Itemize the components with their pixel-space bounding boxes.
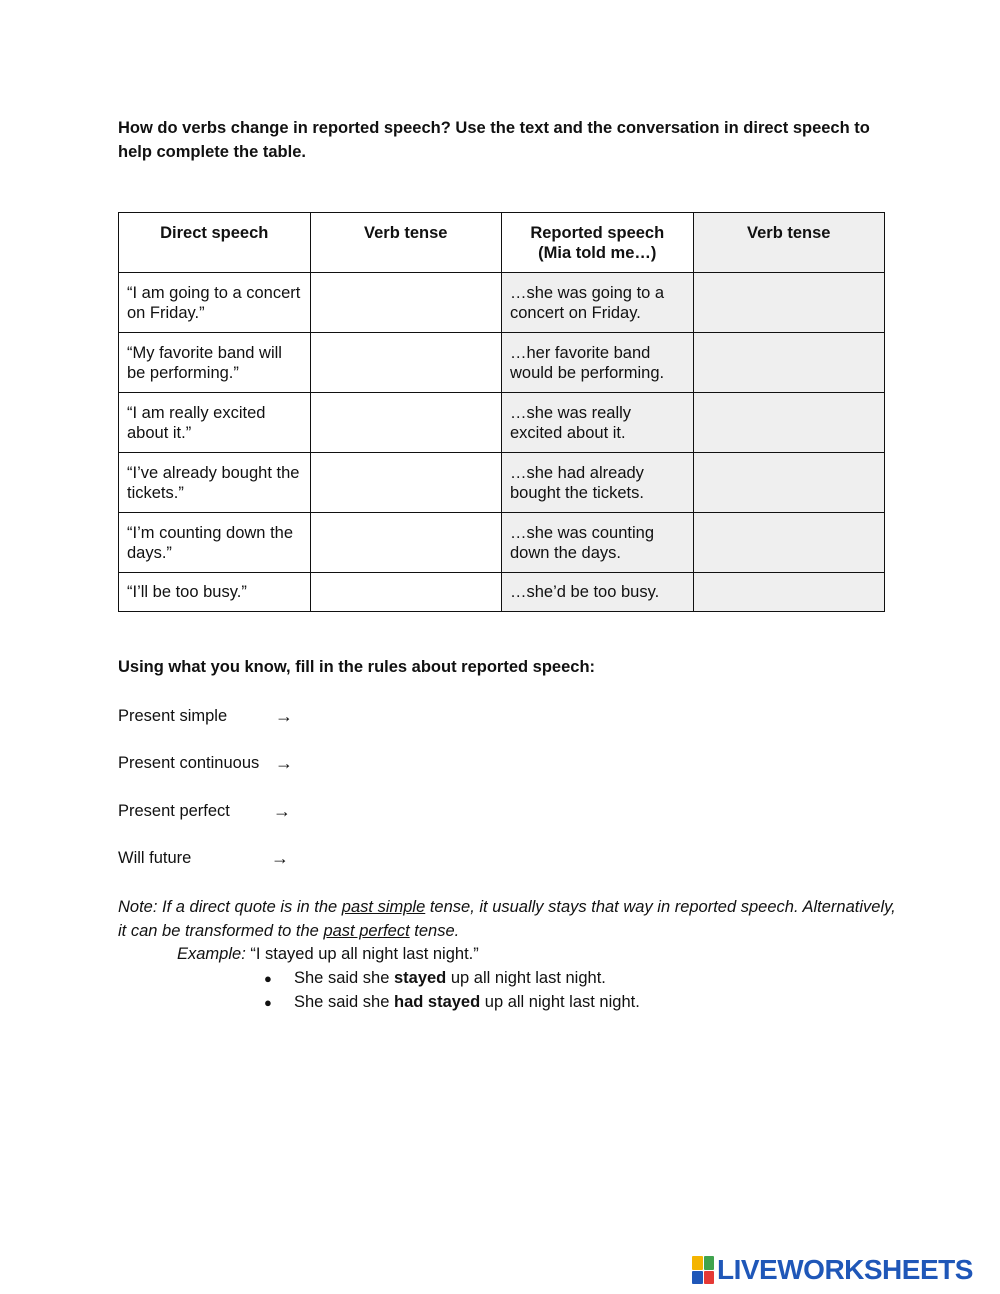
verb-tense-input-cell[interactable] — [693, 393, 885, 453]
verb-tense-input-cell[interactable] — [310, 393, 502, 453]
bullet-text: up all night last night. — [446, 969, 606, 987]
bullet-text: She said she — [294, 969, 394, 987]
table-header-row — [119, 213, 885, 273]
bullet-text: up all night last night. — [480, 992, 640, 1011]
verb-tense-input-cell[interactable] — [310, 453, 502, 513]
verb-tense-input-cell[interactable] — [693, 453, 885, 513]
rule-label: Present perfect — [118, 802, 230, 820]
direct-speech-cell: “I am really excited about it.” — [119, 393, 311, 453]
instructions-text: How do verbs change in reported speech? Use the text and the conversation in direct speech to help complete the table. — [118, 119, 870, 161]
logo-text: LIVEWORKSHEETS — [717, 1254, 973, 1285]
logo-tile — [704, 1256, 715, 1270]
direct-speech-cell: “I’m counting down the days.” — [119, 513, 311, 573]
liveworksheets-logo — [692, 1254, 992, 1286]
reported-speech-cell: …her favorite band would be performing. — [502, 333, 694, 393]
right-arrow-icon: → — [273, 801, 291, 821]
logo-tile — [692, 1271, 703, 1285]
verb-tense-input-cell[interactable] — [310, 573, 502, 612]
direct-speech-cell: “I’ve already bought the tickets.” — [119, 453, 311, 513]
reported-speech-cell: …she was really excited about it. — [502, 393, 694, 453]
list-item — [264, 991, 640, 1015]
verb-tense-input-cell[interactable] — [310, 273, 502, 333]
reported-speech-cell: …she was going to a concert on Friday. — [502, 273, 694, 333]
right-arrow-icon: → — [271, 848, 289, 868]
rule-label: Present simple — [118, 707, 228, 725]
verb-tense-input-cell[interactable] — [310, 333, 502, 393]
liveworksheets-logo-icon — [692, 1256, 714, 1284]
table-row — [119, 573, 885, 612]
header-verb-tense-1: Verb tense — [310, 213, 502, 273]
example-quote: “I stayed up all night last night.” — [245, 945, 479, 963]
rule-label: Will future — [118, 849, 192, 867]
note-text: tense, it usually stays that way in reported speech. Alternatively, it can be transformed to the — [118, 898, 896, 940]
reported-speech-cell: …she was counting down the days. — [502, 513, 694, 573]
rule-will-future[interactable] — [118, 849, 518, 871]
direct-speech-cell: “My favorite band will be performing.” — [119, 333, 311, 393]
direct-speech-cell: “I’ll be too busy.” — [119, 573, 311, 612]
direct-speech-cell: “I am going to a concert on Friday.” — [119, 273, 311, 333]
verb-tense-input-cell[interactable] — [310, 513, 502, 573]
table-row — [119, 393, 885, 453]
example-line — [177, 943, 479, 967]
note-paragraph — [118, 896, 898, 943]
header-direct-speech: Direct speech — [119, 213, 311, 273]
verb-tense-input-cell[interactable] — [693, 273, 885, 333]
table-row — [119, 333, 885, 393]
header-reported-speech — [502, 213, 694, 273]
header-verb-tense-2: Verb tense — [693, 213, 885, 273]
rule-present-simple[interactable] — [118, 707, 518, 729]
verb-tense-input-cell[interactable] — [693, 573, 885, 612]
rules-heading: Using what you know, fill in the rules about reported speech: — [118, 658, 596, 676]
right-arrow-icon: → — [275, 753, 293, 773]
bullet-bold-verb: stayed — [393, 969, 447, 987]
header-reported-line1: Reported speech — [530, 224, 665, 242]
note-text: Note: If a direct quote is in the — [118, 898, 342, 916]
reported-speech-table — [118, 212, 885, 612]
reported-speech-cell: …she had already bought the tickets. — [502, 453, 694, 513]
note-term-past-simple: past simple — [341, 898, 426, 916]
right-arrow-icon: → — [275, 706, 293, 726]
table-row — [119, 453, 885, 513]
example-label: Example: — [177, 945, 246, 963]
bullet-bold-verb: had stayed — [393, 992, 481, 1011]
rule-present-perfect[interactable] — [118, 802, 518, 824]
bullet-text: She said she — [294, 992, 394, 1011]
header-reported-line2: (Mia told me…) — [538, 244, 657, 262]
note-term-past-perfect: past perfect — [323, 921, 410, 940]
table-row — [119, 273, 885, 333]
verb-tense-input-cell[interactable] — [693, 513, 885, 573]
rule-present-continuous[interactable] — [118, 754, 518, 776]
logo-tile — [692, 1256, 703, 1270]
rule-label: Present continuous — [118, 754, 260, 772]
logo-tile — [704, 1271, 715, 1285]
reported-speech-cell: …she’d be too busy. — [502, 573, 694, 612]
verb-tense-input-cell[interactable] — [693, 333, 885, 393]
note-text: tense. — [409, 921, 460, 940]
list-item — [264, 967, 640, 991]
example-bullet-list — [264, 967, 640, 1014]
table-row — [119, 513, 885, 573]
